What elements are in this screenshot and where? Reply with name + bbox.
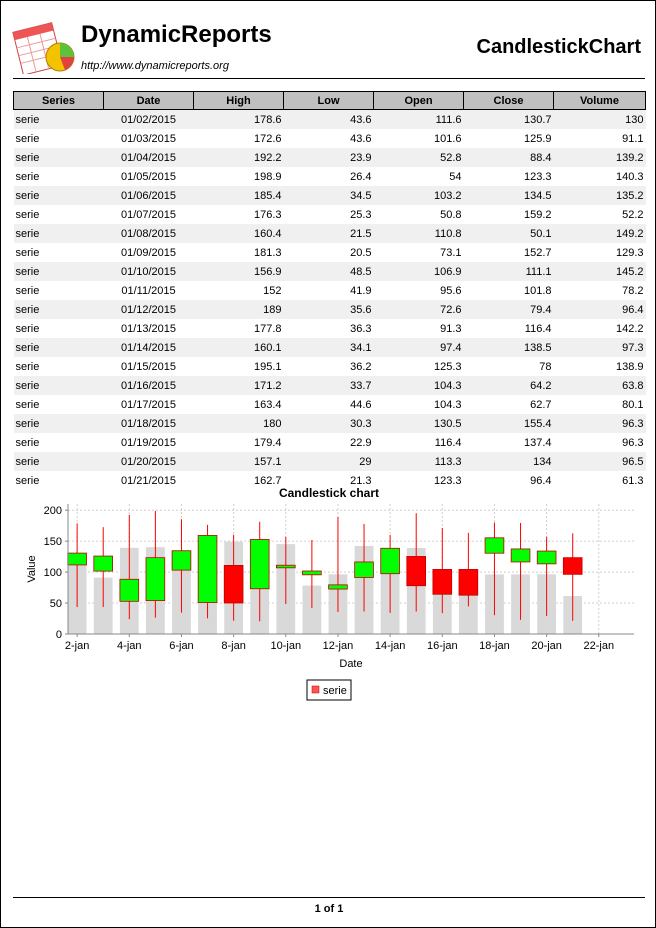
cell-open: 73.1 (440, 246, 462, 259)
cell-series: serie (14, 338, 104, 357)
cell-date: 01/08/2015 (104, 224, 194, 243)
cell-date: 01/13/2015 (120, 322, 177, 335)
cell-date: 01/04/2015 (104, 148, 194, 167)
cell-series: serie (15, 170, 40, 183)
cell-close: 125.9 (523, 132, 552, 145)
candle-body (172, 551, 191, 570)
x-tick-label: 2-jan (64, 640, 90, 652)
cell-high: 171.2 (194, 376, 284, 395)
cell-date: 01/20/2015 (104, 452, 194, 471)
cell-high: 185.4 (194, 186, 284, 205)
table-row (14, 224, 646, 243)
cell-series: serie (15, 360, 40, 373)
cell-low: 25.3 (350, 208, 372, 221)
column-header-low: Low (284, 92, 374, 110)
cell-series: serie (14, 262, 104, 281)
table-row (14, 357, 646, 376)
cell-low: 22.9 (350, 436, 372, 449)
cell-series: serie (14, 148, 104, 167)
table-row (14, 205, 646, 224)
cell-series: serie (15, 474, 40, 487)
cell-date: 01/16/2015 (104, 376, 194, 395)
column-header-close: Close (464, 92, 554, 110)
cell-series: serie (14, 300, 104, 319)
cell-close: 123.3 (523, 170, 552, 183)
cell-low: 35.6 (284, 300, 374, 319)
brand-url: http://www.dynamicreports.org (81, 60, 229, 72)
cell-open: 101.6 (433, 132, 462, 145)
column-header-date: Date (104, 92, 194, 110)
report-title: CandlestickChart (476, 36, 641, 58)
cell-close: 116.4 (524, 322, 552, 335)
cell-high: 179.4 (253, 436, 282, 449)
cell-open: 52.8 (374, 148, 464, 167)
candle-body (329, 585, 348, 589)
cell-low: 30.3 (284, 414, 374, 433)
cell-volume: 97.3 (554, 338, 646, 357)
candle-body (511, 549, 530, 562)
cell-high: 181.3 (253, 246, 282, 259)
x-tick-label: 8-jan (221, 640, 246, 652)
x-tick-label: 12-jan (322, 640, 354, 652)
y-tick-label: 0 (55, 629, 62, 641)
cell-series: serie (15, 436, 40, 449)
x-tick-label: 22-jan (583, 640, 615, 652)
candle-body (537, 551, 556, 564)
cell-high: 160.1 (194, 338, 284, 357)
cell-close: 64.2 (464, 376, 554, 395)
cell-low: 41.9 (350, 284, 372, 297)
cell-close: 101.8 (523, 284, 552, 297)
candle-body (198, 535, 217, 602)
cell-low: 29 (284, 452, 374, 471)
cell-low: 20.5 (350, 246, 372, 259)
x-tick-label: 4-jan (117, 640, 142, 652)
cell-low: 36.3 (350, 322, 372, 335)
cell-open: 130.5 (374, 414, 464, 433)
cell-high: 176.3 (253, 208, 282, 221)
cell-high: 189 (194, 300, 284, 319)
cell-high: 177.8 (253, 322, 282, 335)
y-tick-label: 150 (43, 536, 62, 549)
candle-body (250, 539, 269, 588)
cell-volume: 135.2 (554, 186, 646, 205)
cell-open: 123.3 (433, 474, 462, 487)
table-row (14, 395, 646, 414)
brand-name: DynamicReports (81, 21, 272, 48)
table-row (14, 376, 646, 395)
cell-high: 180 (194, 414, 284, 433)
table-header-row (14, 92, 646, 110)
cell-close: 96.4 (530, 474, 552, 487)
table-row (14, 148, 646, 167)
candle-body (120, 579, 139, 601)
table-row (14, 167, 646, 186)
cell-close: 159.2 (523, 208, 552, 221)
cell-high: 198.9 (253, 170, 282, 183)
cell-series: serie (15, 398, 40, 411)
candle-body (146, 558, 165, 601)
cell-close: 62.7 (530, 398, 552, 411)
y-axis-label: Value (26, 555, 38, 583)
chart-title: Candlestick chart (278, 486, 380, 500)
cell-close: 78 (539, 360, 552, 373)
cell-volume: 61.3 (622, 474, 644, 487)
cell-volume: 96.5 (554, 452, 646, 471)
cell-date: 01/12/2015 (104, 300, 194, 319)
cell-low: 48.5 (284, 262, 374, 281)
cell-low: 33.7 (284, 376, 374, 395)
cell-date: 01/17/2015 (120, 398, 177, 411)
cell-high: 157.1 (194, 452, 284, 471)
candle-body (68, 553, 87, 565)
legend-label-serie: serie (323, 685, 347, 697)
cell-low: 21.5 (284, 224, 374, 243)
cell-low: 34.5 (284, 186, 374, 205)
x-axis-label: Date (339, 658, 363, 670)
cell-open: 72.6 (374, 300, 464, 319)
cell-open: 111.6 (374, 110, 464, 130)
cell-date: 01/05/2015 (120, 170, 177, 183)
cell-high: 192.2 (194, 148, 284, 167)
cell-volume: 130 (554, 110, 646, 130)
cell-date: 01/14/2015 (104, 338, 194, 357)
x-tick-label: 16-jan (427, 640, 458, 652)
candle-body (276, 565, 295, 568)
table-row (14, 281, 646, 300)
cell-open: 95.6 (440, 284, 462, 297)
cell-close: 50.1 (464, 224, 554, 243)
cell-open: 116.4 (434, 436, 462, 449)
cell-close: 152.7 (523, 246, 552, 259)
cell-high: 178.6 (194, 110, 284, 130)
cell-high: 195.1 (253, 360, 282, 373)
x-tick-label: 20-jan (531, 640, 562, 652)
candle-body (381, 548, 400, 573)
table-row (14, 300, 646, 319)
cell-date: 01/07/2015 (120, 208, 177, 221)
candle-body (94, 556, 113, 571)
cell-volume: 63.8 (554, 376, 646, 395)
candlestick-chart (21, 483, 639, 713)
cell-close: 134 (464, 452, 554, 471)
cell-volume: 91.1 (622, 132, 644, 145)
cell-date: 01/11/2015 (121, 284, 176, 297)
cell-date: 01/19/2015 (120, 436, 177, 449)
cell-high: 162.7 (253, 474, 282, 487)
cell-low: 36.2 (350, 360, 372, 373)
cell-series: serie (15, 208, 40, 221)
cell-low: 43.6 (284, 110, 374, 130)
cell-close: 111.1 (464, 262, 554, 281)
table-row (14, 243, 646, 262)
cell-low: 23.9 (284, 148, 374, 167)
cell-close: 155.4 (464, 414, 554, 433)
cell-series: serie (15, 132, 40, 145)
cell-open: 106.9 (374, 262, 464, 281)
x-tick-label: 6-jan (169, 640, 194, 652)
cell-volume: 96.4 (554, 300, 646, 319)
cell-volume: 96.3 (554, 414, 646, 433)
cell-low: 21.3 (350, 474, 372, 487)
y-tick-label: 200 (43, 505, 62, 518)
cell-volume: 78.2 (622, 284, 644, 297)
table-row (14, 186, 646, 205)
cell-close: 88.4 (464, 148, 554, 167)
cell-open: 110.8 (374, 224, 464, 243)
table-row (14, 110, 646, 130)
cell-close: 134.5 (464, 186, 554, 205)
data-table (13, 91, 646, 490)
cell-date: 01/21/2015 (120, 474, 177, 487)
cell-volume: 140.3 (615, 170, 644, 183)
cell-series: serie (14, 452, 104, 471)
cell-date: 01/15/2015 (120, 360, 177, 373)
cell-series: serie (15, 322, 40, 335)
footer-divider (13, 897, 645, 898)
candle-body (355, 562, 374, 578)
cell-date: 01/02/2015 (104, 110, 194, 130)
cell-open: 104.3 (374, 376, 464, 395)
y-tick-label: 100 (43, 567, 62, 580)
cell-date: 01/18/2015 (104, 414, 194, 433)
cell-low: 34.1 (284, 338, 374, 357)
cell-close: 138.5 (464, 338, 554, 357)
cell-open: 91.3 (440, 322, 462, 335)
cell-series: serie (14, 414, 104, 433)
candle-body (459, 569, 478, 595)
candle-body (433, 569, 452, 594)
table-row (14, 319, 646, 338)
candle-body (302, 571, 321, 575)
candle-body (224, 565, 243, 603)
table-row (14, 262, 646, 281)
cell-volume: 52.2 (622, 208, 644, 221)
x-tick-label: 10-jan (270, 640, 302, 652)
cell-high: 152 (263, 284, 282, 297)
cell-open: 104.3 (433, 398, 462, 411)
cell-high: 172.6 (253, 132, 282, 145)
cell-volume: 138.9 (615, 360, 644, 373)
table-row (14, 129, 646, 148)
cell-series: serie (14, 376, 104, 395)
column-header-open: Open (374, 92, 464, 110)
cell-close: 130.7 (464, 110, 554, 130)
cell-volume: 96.3 (622, 436, 644, 449)
cell-high: 163.4 (253, 398, 282, 411)
cell-low: 26.4 (350, 170, 372, 183)
cell-volume: 139.2 (554, 148, 646, 167)
table-row (14, 452, 646, 471)
cell-series: serie (14, 110, 104, 130)
x-tick-label: 14-jan (374, 640, 406, 652)
cell-open: 113.3 (374, 452, 464, 471)
cell-volume: 145.2 (554, 262, 646, 281)
cell-volume: 149.2 (554, 224, 646, 243)
candle-body (485, 538, 504, 553)
column-header-series: Series (14, 92, 104, 110)
cell-open: 54 (449, 170, 462, 183)
header-divider (13, 78, 645, 79)
cell-high: 160.4 (194, 224, 284, 243)
table-row (14, 414, 646, 433)
cell-series: serie (14, 224, 104, 243)
cell-series: serie (14, 186, 104, 205)
cell-close: 79.4 (464, 300, 554, 319)
cell-open: 103.2 (374, 186, 464, 205)
dynamicreports-logo-icon (11, 16, 79, 74)
candle-body (407, 556, 426, 585)
table-row (14, 433, 646, 452)
y-tick-label: 50 (49, 598, 62, 611)
cell-open: 97.4 (374, 338, 464, 357)
candle-body (563, 558, 582, 575)
x-tick-label: 18-jan (479, 640, 510, 652)
column-header-volume: Volume (554, 92, 646, 110)
cell-series: serie (15, 246, 40, 259)
cell-volume: 142.2 (615, 322, 644, 335)
cell-low: 43.6 (350, 132, 372, 145)
table-row (14, 338, 646, 357)
cell-volume: 80.1 (622, 398, 644, 411)
legend-swatch (312, 686, 319, 693)
cell-date: 01/10/2015 (104, 262, 194, 281)
cell-date: 01/03/2015 (120, 132, 177, 145)
page-number: 1 of 1 (314, 903, 344, 915)
column-header-high: High (194, 92, 284, 110)
cell-high: 156.9 (194, 262, 284, 281)
cell-date: 01/06/2015 (104, 186, 194, 205)
cell-open: 50.8 (440, 208, 462, 221)
cell-low: 44.6 (350, 398, 372, 411)
cell-volume: 129.3 (615, 246, 644, 259)
cell-date: 01/09/2015 (120, 246, 177, 259)
cell-series: serie (15, 284, 40, 297)
cell-close: 137.4 (523, 436, 552, 449)
cell-open: 125.3 (433, 360, 462, 373)
